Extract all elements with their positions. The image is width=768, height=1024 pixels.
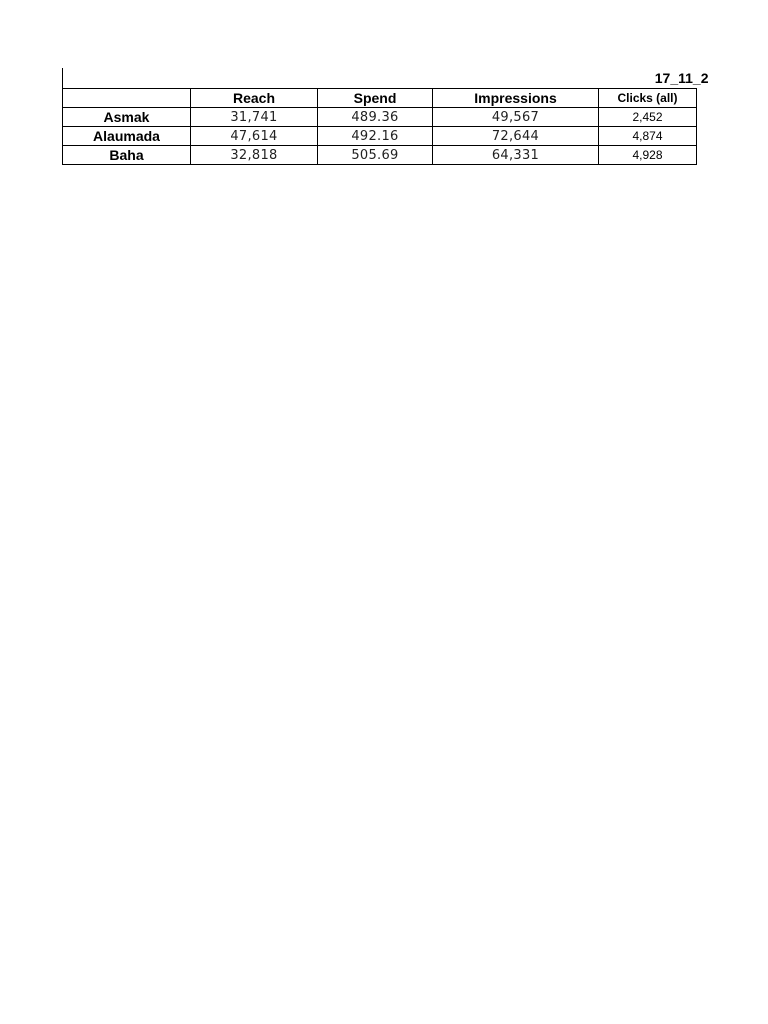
cell-spend[interactable]: 505.69 — [318, 146, 433, 165]
title-cell-blank[interactable] — [318, 68, 433, 89]
cell-clicks[interactable]: 4,874 — [599, 127, 697, 146]
title-row — [63, 68, 697, 89]
table-row — [63, 127, 697, 146]
row-label[interactable]: Baha — [63, 146, 191, 165]
title-cell-blank[interactable] — [433, 68, 599, 89]
sheet-title: 17_11_2 — [654, 69, 709, 86]
sheet-title-cell[interactable] — [599, 68, 709, 89]
cell-spend[interactable]: 492.16 — [318, 127, 433, 146]
cell-spend[interactable]: 489.36 — [318, 108, 433, 127]
cell-impressions[interactable]: 64,331 — [433, 146, 599, 165]
header-cell-blank[interactable] — [63, 89, 191, 108]
row-label[interactable]: Alaumada — [63, 127, 191, 146]
cell-reach[interactable]: 32,818 — [191, 146, 318, 165]
table-row — [63, 146, 697, 165]
cell-impressions[interactable]: 72,644 — [433, 127, 599, 146]
title-cell-blank[interactable] — [63, 68, 191, 89]
header-reach[interactable]: Reach — [191, 89, 318, 108]
header-spend[interactable]: Spend — [318, 89, 433, 108]
cell-clicks[interactable]: 4,928 — [599, 146, 697, 165]
cell-clicks[interactable]: 2,452 — [599, 108, 697, 127]
cell-reach[interactable]: 31,741 — [191, 108, 318, 127]
header-impressions[interactable]: Impressions — [433, 89, 599, 108]
data-table — [62, 68, 709, 165]
row-label[interactable]: Asmak — [63, 108, 191, 127]
title-cell-blank[interactable] — [191, 68, 318, 89]
cell-impressions[interactable]: 49,567 — [433, 108, 599, 127]
header-clicks[interactable]: Clicks (all) — [599, 89, 697, 108]
table-row — [63, 108, 697, 127]
cell-reach[interactable]: 47,614 — [191, 127, 318, 146]
header-row — [63, 89, 697, 108]
spreadsheet — [62, 68, 709, 165]
